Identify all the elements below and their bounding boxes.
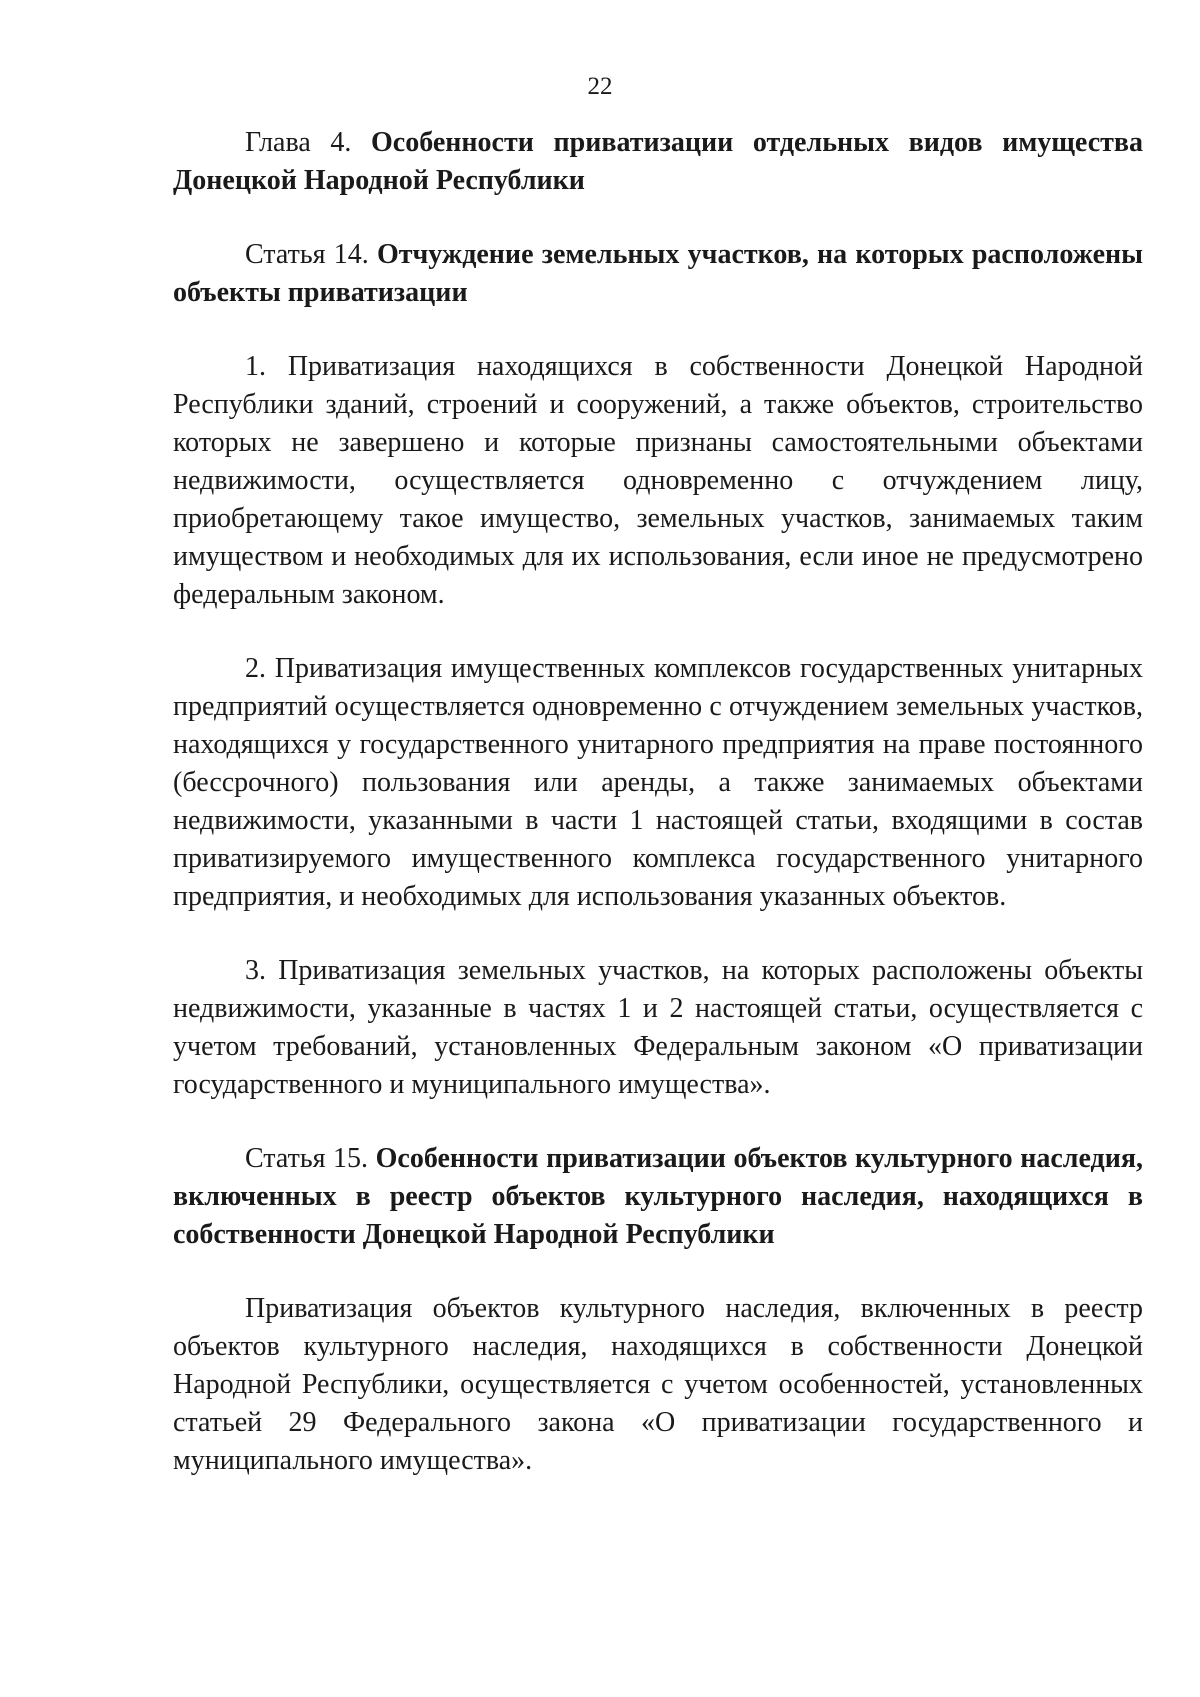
article-14-paragraph-3: 3. Приватизация земельных участков, на которых расположены объекты недвижимости, указанные в частях 1 и 2 настоящей статьи, осуществляется с учетом требований, установленных Федеральным законом «О приватизации государственного и муниципального имущества».	[173, 955, 1143, 1100]
chapter-title: Особенности приватизации отдельных видов имущества Донецкой Народной Республики	[173, 127, 1143, 196]
article-14-heading	[173, 236, 1143, 312]
chapter-number: Глава 4.	[245, 127, 352, 158]
article-15-heading	[173, 1140, 1143, 1254]
page-number: 22	[587, 73, 613, 100]
article-15-paragraph-1: Приватизация объектов культурного наследия, включенных в реестр объектов культурного наследия, находящихся в собственности Донецкой Народной Республики, осуществляется с учетом особенностей, установленных статьей 29 Федерального закона «О приватизации государственного и муниципального имущества».	[173, 1293, 1143, 1476]
document-body	[173, 124, 1143, 1480]
article-15-title: Особенности приватизации объектов культурного наследия, включенных в реестр объектов культурного наследия, находящихся в собственности Донецкой Народной Республики	[173, 1143, 1143, 1250]
article-14-title: Отчуждение земельных участков, на которых расположены объекты приватизации	[173, 239, 1143, 308]
article-14-paragraph-2: 2. Приватизация имущественных комплексов государственных унитарных предприятий осуществляется одновременно с отчуждением земельных участков, находящихся у государственного унитарного предприятия на праве постоянного (бессрочного) пользования или аренды, а также занимаемых объектами недвижимости, указанными в части 1 настоящей статьи, входящими в состав приватизируемого имущественного комплекса государственного унитарного предприятия, и необходимых для использования указанных объектов.	[173, 653, 1143, 912]
article-14-number: Статья 14.	[245, 239, 369, 270]
article-14-paragraph-1: 1. Приватизация находящихся в собственности Донецкой Народной Республики зданий, строений и сооружений, а также объектов, строительство которых не завершено и которые признаны самостоятельными объектами недвижимости, осуществляется одновременно с отчуждением лицу, приобретающему такое имущество, земельных участков, занимаемых таким имуществом и необходимых для их использования, если иное не предусмотрено федеральным законом.	[173, 351, 1143, 610]
article-15-number: Статья 15.	[245, 1143, 369, 1174]
chapter-heading	[173, 124, 1143, 200]
